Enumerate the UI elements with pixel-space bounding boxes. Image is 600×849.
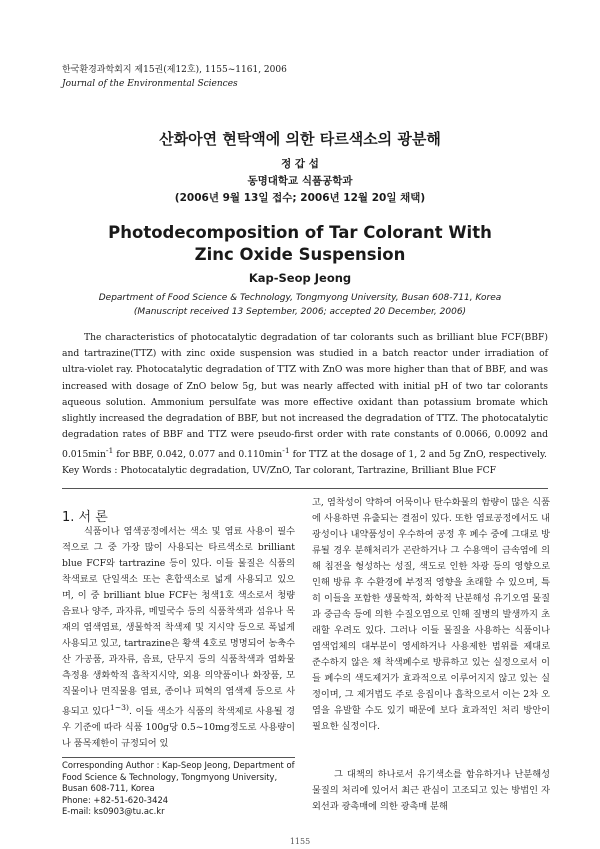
korean-dates: (2006년 9월 13일 접수; 2006년 12월 20일 채택): [174, 192, 426, 204]
abstract-sup-1: -1: [105, 446, 114, 456]
footnote-divider: [62, 757, 295, 758]
korean-title: 산화아연 현탁액에 의한 타르색소의 광분해: [159, 130, 441, 148]
corresponding-author-footnote: [62, 760, 295, 818]
abstract-text-3: for TTZ at the dosage of 1, 2 and 5g ZnO, respectively.: [289, 449, 547, 461]
korean-author: 정 갑 섭: [281, 158, 319, 170]
intro-left-text-a: 식품이나 염색공정에서는 색소 및 염료 사용이 필수적으로 그 중 가장 많이 사용되는 타르색소로 brilliant blue FCF와 tartrazine 등이 있다. 이들 물질은 식품의 착색료로 단일색소 또는 혼합색소로 넓게 사용되고 있으며, 이 중 brilliant blue FCF는 청색1호 색소로서 청량음료나 양주, 과자류, 메밀국수 등의 식품착색과 섬유나 목재의 염색염료, 생물학적 착색제 및 지시약 등으로 폭넓게 사용되고 있고, tartrazine은 황색 4호로 명명되어 농축수산 가공품, 과자류, 음료, 단무지 등의 식품착색과 염화물 측정용 생화학적 흡착지시약, 외용 의약품이나 화장품, 모직물이나 면직물용 염료, 종이나 피혁의 염색제 등으로 사용되고 있다: [62, 526, 295, 718]
abstract-sup-2: -1: [282, 446, 290, 456]
english-title: [0, 222, 600, 266]
abstract: [62, 330, 548, 464]
section-heading-intro: 1. 서 론: [62, 510, 108, 525]
english-title-line2: Zinc Oxide Suspension: [194, 245, 406, 264]
journal-citation: 한국환경과학회지 제15권(제12호), 1155~1161, 2006: [62, 65, 287, 75]
journal-header: [62, 63, 287, 91]
english-affiliation: Department of Food Science & Technology, Tongmyong University, Busan 608-711, Korea: [98, 293, 502, 303]
footnote-email: E-mail: ks0903@tu.ac.kr: [62, 806, 165, 816]
english-affiliation-block: [0, 291, 600, 319]
abstract-text-1: The characteristics of photocatalytic degradation of tar colorants such as brilliant blue FCF(BBF) and tartrazine(TTZ) with zinc oxide suspension was studied in a batch reactor under irradiation of ultra-violet ray. Photocatalytic degradation of TTZ with ZnO was more higher than that of BBF, and was increased with dosage of ZnO below 5g, but was nearly affected with initial pH of two tar colorants aqueous solution. Ammonium persulfate was more effective oxidant than potassium bromate which slightly increased the degradation of BBF, but not increased the degradation of TTZ. The photocatalytic degradation rates of BBF and TTZ were pseudo-first order with rate constants of 0.0066, 0.0092 and 0.015min: [62, 332, 548, 461]
korean-author-block: [0, 156, 600, 207]
intro-right-paragraph-2: 그 대책의 하나로서 유기색소를 함유하거나 난분해성 물질의 처리에 있어서 최근 관심이 고조되고 있는 방법인 자외선과 광촉매에 의한 광촉매 분해: [312, 769, 550, 812]
section-divider: [62, 488, 548, 489]
footnote-phone: Phone: +82-51-620-3424: [62, 794, 169, 805]
journal-name: Journal of the Environmental Sciences: [62, 79, 238, 89]
citation-sup: 1~3): [109, 703, 130, 712]
english-author: Kap-Seop Jeong: [248, 271, 352, 285]
intro-left-text-b: . 이들 색소가 식품의 착색제로 사용될 경우 기준에 따라 식품 100g당 0.5~10mg정도로 사용량이나 품목제한이 규정되어 있: [62, 706, 296, 750]
page-number: 1155: [289, 837, 311, 846]
english-dates: (Manuscript received 13 September, 2006; accepted 20 December, 2006): [133, 307, 467, 317]
footnote-author: Corresponding Author : Kap-Seop Jeong, Department of Food Science & Technology, Tongmyong University, Busan 608-711, Korea: [62, 760, 295, 793]
korean-affiliation: 동명대학교 식품공학과: [247, 175, 353, 187]
abstract-text-2: for BBF, 0.042, 0.077 and 0.110min: [113, 449, 283, 461]
english-title-line1: Photodecomposition of Tar Colorant With: [108, 223, 492, 242]
keywords: Key Words : Photocatalytic degradation, UV/ZnO, Tar colorant, Tartrazine, Brilliant Blue FCF: [62, 465, 497, 476]
intro-right-column: 고, 염착성이 약하여 어묵이나 탄수화물의 함량이 많은 식품에 사용하면 유출되는 결점이 있다. 또한 염료공정에서도 내광성이나 내약품성이 우수하여 공정 후 폐수 중에 그대로 방류될 경우 분해처리가 곤란하거나 그 수용액이 금속염에 의해 침전을 형성하는 성질, 색도로 인한 차광 등의 영향으로 인해 방류 후 수환경에 부정적 영향을 초래할 수 있으며, 특히 이들을 포함한 생물학적, 화학적 난분해성 유기오염 물질과 중금속 등에 의한 수질오염으로 인해 질병의 발생까지 초래할 우려도 있다. 그러나 이들 물질을 사용하는 식품이나 염색업체의 대부분이 영세하거나 사용제한 범위를 제대로 준수하지 않은 채 착색폐수로 방류하고 있는 실정으로서 이들 폐수의 색도제거가 효과적으로 이루어지지 않고 있는 실정이며, 그 제거법도 주로 응집이나 흡착으로서 이는 2차 오염을 유발할 수도 있기 때문에 보다 효과적인 처리 방안이 필요한 실정이다.: [312, 497, 550, 732]
intro-left-column: [62, 524, 295, 752]
